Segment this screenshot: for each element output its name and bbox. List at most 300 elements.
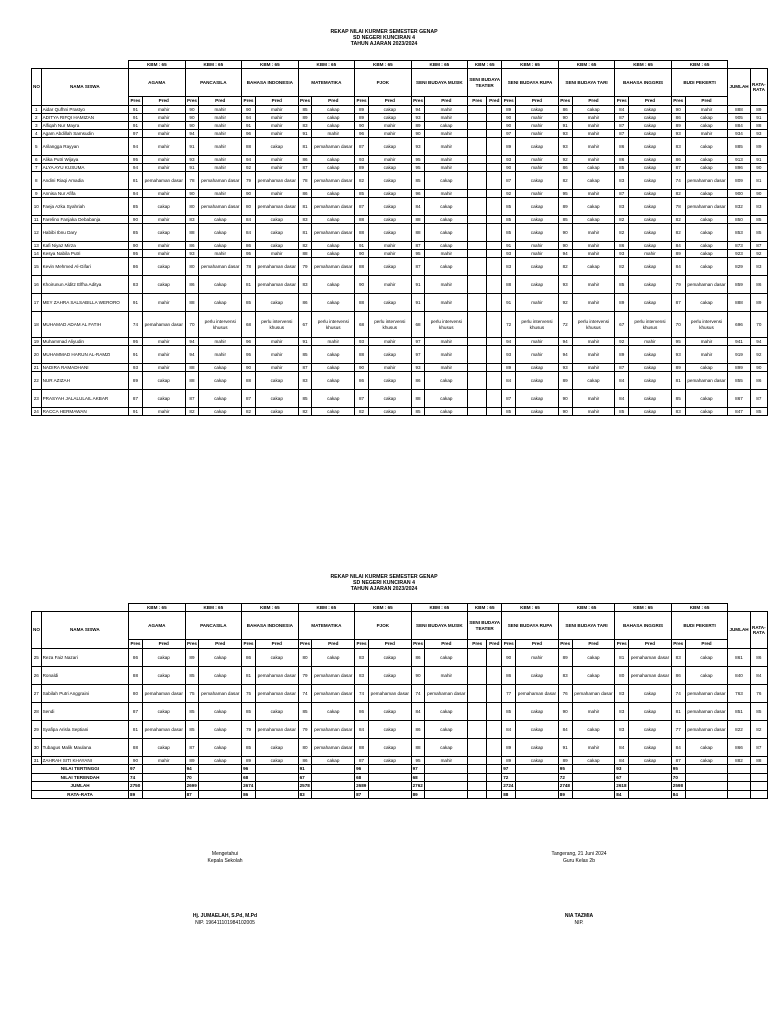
predicate-cell: cakap: [425, 242, 468, 250]
predicate-cell: mahir: [312, 130, 355, 138]
predicate-cell: pemahaman dasar: [142, 721, 185, 739]
predicate-cell: mahir: [255, 122, 298, 130]
summary-empty-cell: [425, 782, 468, 791]
predicate-cell: [487, 216, 502, 224]
predicate-cell: cakap: [255, 242, 298, 250]
summary-empty-cell: [142, 773, 185, 782]
student-name: NADIRA RAMADHANI: [41, 364, 128, 372]
header-pres: Pres: [615, 97, 629, 106]
summary-empty-cell: [728, 782, 750, 791]
score-cell: 82: [671, 190, 685, 198]
predicate-cell: cakap: [368, 190, 411, 198]
summary-value: 68: [242, 773, 256, 782]
predicate-cell: cakap: [516, 390, 559, 408]
score-cell: 89: [502, 739, 516, 757]
predicate-cell: cakap: [629, 739, 672, 757]
average-cell: 87: [750, 739, 767, 757]
score-cell: 80: [129, 685, 143, 703]
score-cell: 83: [129, 276, 143, 294]
summary-empty-cell: [312, 765, 355, 774]
predicate-cell: mahir: [142, 364, 185, 372]
average-cell: 92: [750, 346, 767, 364]
summary-value: 2748: [558, 782, 572, 791]
total-cell: 873: [728, 242, 750, 250]
summary-value: 89: [129, 790, 143, 799]
summary-row: [32, 765, 768, 774]
header-subject: BUDI PEKERTI: [671, 612, 728, 640]
row-number: 14: [32, 250, 42, 258]
header-pred: Pred: [629, 640, 672, 649]
score-cell: 87: [502, 390, 516, 408]
predicate-cell: pemahaman dasar: [255, 172, 298, 190]
score-cell: 89: [671, 364, 685, 372]
predicate-cell: mahir: [425, 667, 468, 685]
page-title-2: [0, 574, 768, 592]
total-cell: 809: [728, 172, 750, 190]
score-cell: 86: [671, 114, 685, 122]
average-cell: 88: [750, 757, 767, 765]
score-cell: 93: [411, 114, 425, 122]
predicate-cell: mahir: [142, 242, 185, 250]
row-number: 11: [32, 216, 42, 224]
predicate-cell: cakap: [629, 130, 672, 138]
score-cell: 89: [355, 106, 369, 114]
score-cell: 86: [129, 649, 143, 667]
score-cell: 88: [411, 224, 425, 242]
student-name: Habibi Ibnu Dary: [41, 224, 128, 242]
predicate-cell: pemahaman dasar: [685, 172, 728, 190]
predicate-cell: mahir: [516, 156, 559, 164]
header-pred: Pred: [142, 97, 185, 106]
total-cell: 850: [728, 216, 750, 224]
score-cell: 85: [129, 198, 143, 216]
header-rata-rata: RATA-RATA: [750, 612, 767, 649]
predicate-cell: cakap: [368, 224, 411, 242]
table-row: [32, 390, 768, 408]
score-cell: 85: [298, 703, 312, 721]
student-name: Farelino Fanjaka Debabanja: [41, 216, 128, 224]
row-number: 9: [32, 190, 42, 198]
score-cell: 90: [129, 216, 143, 224]
predicate-cell: cakap: [142, 372, 185, 390]
header-pres: Pres: [129, 640, 143, 649]
predicate-cell: cakap: [312, 372, 355, 390]
score-cell: 84: [615, 757, 629, 765]
summary-empty-cell: [572, 765, 615, 774]
table-row: [32, 156, 768, 164]
score-cell: 82: [298, 242, 312, 250]
predicate-cell: mahir: [572, 294, 615, 312]
table-row: [32, 364, 768, 372]
score-cell: 88: [242, 138, 256, 156]
predicate-cell: mahir: [142, 757, 185, 765]
score-cell: 81: [242, 667, 256, 685]
score-cell: 83: [355, 649, 369, 667]
total-cell: 851: [728, 703, 750, 721]
predicate-cell: mahir: [368, 250, 411, 258]
score-cell: 96: [355, 130, 369, 138]
score-cell: 90: [671, 106, 685, 114]
kbm-label: KBM : 65: [468, 604, 502, 612]
title-line: TAHUN AJARAN 2023/2024: [350, 41, 418, 47]
predicate-cell: mahir: [572, 703, 615, 721]
summary-empty-cell: [487, 773, 502, 782]
predicate-cell: cakap: [685, 250, 728, 258]
predicate-cell: mahir: [142, 114, 185, 122]
kbm-label: KBM : 65: [185, 61, 242, 69]
predicate-cell: cakap: [425, 198, 468, 216]
score-cell: 81: [671, 372, 685, 390]
score-cell: 86: [671, 667, 685, 685]
score-cell: 85: [185, 703, 199, 721]
predicate-cell: [487, 408, 502, 416]
average-cell: 90: [750, 190, 767, 198]
predicate-cell: [487, 122, 502, 130]
predicate-cell: pemahaman dasar: [368, 685, 411, 703]
score-cell: 86: [502, 667, 516, 685]
summary-value: 2578: [298, 782, 312, 791]
table-row: [32, 258, 768, 276]
header-pres: Pres: [242, 97, 256, 106]
predicate-cell: cakap: [312, 364, 355, 372]
summary-empty-cell: [629, 790, 672, 799]
summary-value: 97: [502, 765, 516, 774]
score-cell: 79: [298, 721, 312, 739]
predicate-cell: cakap: [685, 757, 728, 765]
predicate-cell: pemahaman dasar: [685, 703, 728, 721]
score-cell: [468, 390, 487, 408]
predicate-cell: mahir: [425, 156, 468, 164]
score-cell: 88: [355, 216, 369, 224]
predicate-cell: cakap: [368, 390, 411, 408]
score-cell: 94: [242, 156, 256, 164]
score-cell: 89: [355, 114, 369, 122]
score-cell: 90: [185, 114, 199, 122]
predicate-cell: [487, 667, 502, 685]
predicate-cell: cakap: [629, 408, 672, 416]
score-cell: 91: [558, 122, 572, 130]
predicate-cell: cakap: [368, 667, 411, 685]
score-cell: 95: [129, 338, 143, 346]
summary-value: 93: [615, 765, 629, 774]
predicate-cell: cakap: [685, 408, 728, 416]
score-cell: [468, 364, 487, 372]
score-cell: 90: [242, 106, 256, 114]
summary-value: 2750: [129, 782, 143, 791]
score-cell: 94: [411, 106, 425, 114]
student-name: Ronaldi: [41, 667, 128, 685]
predicate-cell: cakap: [142, 649, 185, 667]
predicate-cell: mahir: [142, 346, 185, 364]
predicate-cell: pemahaman dasar: [255, 276, 298, 294]
table-row: [32, 685, 768, 703]
kbm-label: KBM : 65: [671, 604, 728, 612]
predicate-cell: cakap: [572, 721, 615, 739]
summary-value: [468, 773, 487, 782]
summary-empty-cell: [516, 773, 559, 782]
score-cell: 84: [411, 703, 425, 721]
summary-value: [468, 790, 487, 799]
header-subject: SENI BUDAYA MUSIK: [411, 612, 468, 640]
summary-empty-cell: [142, 765, 185, 774]
score-cell: 86: [242, 242, 256, 250]
header-pres: Pres: [615, 640, 629, 649]
predicate-cell: cakap: [425, 216, 468, 224]
predicate-cell: mahir: [255, 164, 298, 172]
score-cell: 81: [671, 703, 685, 721]
header-pres: Pres: [129, 97, 143, 106]
summary-empty-cell: [312, 782, 355, 791]
predicate-cell: cakap: [629, 346, 672, 364]
score-cell: 83: [615, 721, 629, 739]
score-cell: 91: [129, 294, 143, 312]
predicate-cell: cakap: [516, 372, 559, 390]
score-cell: 91: [129, 408, 143, 416]
predicate-cell: mahir: [425, 757, 468, 765]
predicate-cell: cakap: [629, 390, 672, 408]
predicate-cell: mahir: [572, 346, 615, 364]
score-cell: 84: [502, 372, 516, 390]
score-cell: 87: [185, 390, 199, 408]
score-cell: 87: [411, 242, 425, 250]
predicate-cell: mahir: [199, 122, 242, 130]
header-pres: Pres: [468, 97, 487, 106]
header-no: NO: [32, 69, 42, 106]
table-row: [32, 216, 768, 224]
score-cell: 93: [129, 364, 143, 372]
score-cell: 91: [355, 242, 369, 250]
header-pred: Pred: [312, 97, 355, 106]
average-cell: 86: [750, 276, 767, 294]
predicate-cell: mahir: [199, 190, 242, 198]
score-cell: 95: [129, 156, 143, 164]
predicate-cell: cakap: [199, 364, 242, 372]
header-pres: Pres: [468, 640, 487, 649]
score-cell: [468, 408, 487, 416]
score-cell: 85: [242, 703, 256, 721]
score-cell: 91: [502, 294, 516, 312]
summary-empty-cell: [255, 773, 298, 782]
kbm-label: KBM : 65: [185, 604, 242, 612]
score-cell: 79: [242, 172, 256, 190]
row-number: 19: [32, 338, 42, 346]
summary-value: 68: [411, 773, 425, 782]
kbm-label: KBM : 65: [615, 604, 672, 612]
predicate-cell: cakap: [516, 667, 559, 685]
signature-right: [524, 851, 634, 927]
header-pred: Pred: [572, 640, 615, 649]
predicate-cell: cakap: [629, 172, 672, 190]
header-pred: Pred: [516, 640, 559, 649]
header-subject: AGAMA: [129, 612, 186, 640]
score-cell: [468, 138, 487, 156]
predicate-cell: mahir: [142, 294, 185, 312]
score-cell: 88: [355, 294, 369, 312]
score-cell: [468, 312, 487, 338]
header-pred: Pred: [368, 97, 411, 106]
score-cell: 90: [558, 224, 572, 242]
table-row: [32, 338, 768, 346]
predicate-cell: cakap: [685, 190, 728, 198]
score-cell: 94: [185, 346, 199, 364]
score-cell: 81: [129, 721, 143, 739]
score-cell: 89: [615, 346, 629, 364]
score-cell: 90: [411, 667, 425, 685]
score-cell: 83: [298, 216, 312, 224]
predicate-cell: [487, 649, 502, 667]
summary-value: 97: [411, 765, 425, 774]
score-cell: 95: [671, 338, 685, 346]
predicate-cell: cakap: [312, 346, 355, 364]
row-number: 27: [32, 685, 42, 703]
predicate-cell: cakap: [425, 122, 468, 130]
score-cell: 76: [558, 685, 572, 703]
predicate-cell: cakap: [142, 667, 185, 685]
score-cell: 81: [298, 138, 312, 156]
score-cell: 86: [615, 138, 629, 156]
score-cell: 88: [355, 224, 369, 242]
predicate-cell: cakap: [629, 122, 672, 130]
predicate-cell: perlu intervensi khusus: [199, 312, 242, 338]
predicate-cell: cakap: [425, 172, 468, 190]
predicate-cell: perlu intervensi khusus: [572, 312, 615, 338]
score-cell: 85: [411, 408, 425, 416]
predicate-cell: cakap: [516, 172, 559, 190]
predicate-cell: mahir: [199, 138, 242, 156]
student-name: Arilangga Rayyan: [41, 138, 128, 156]
kbm-label: KBM : 65: [502, 604, 559, 612]
score-cell: 84: [615, 739, 629, 757]
score-cell: 90: [502, 114, 516, 122]
summary-value: 87: [355, 790, 369, 799]
score-cell: 82: [298, 408, 312, 416]
score-cell: 83: [615, 198, 629, 216]
predicate-cell: pemahaman dasar: [312, 172, 355, 190]
score-cell: 74: [129, 312, 143, 338]
predicate-cell: cakap: [142, 703, 185, 721]
kbm-label: KBM : 65: [129, 604, 186, 612]
student-name: Muhammad Aliyudin: [41, 338, 128, 346]
predicate-cell: mahir: [629, 250, 672, 258]
score-cell: 83: [671, 138, 685, 156]
row-number: 12: [32, 224, 42, 242]
score-cell: 74: [298, 685, 312, 703]
score-cell: 82: [615, 216, 629, 224]
summary-value: 74: [129, 773, 143, 782]
header-pres: Pres: [671, 640, 685, 649]
predicate-cell: pemahaman dasar: [312, 667, 355, 685]
average-cell: 92: [750, 250, 767, 258]
predicate-cell: mahir: [255, 346, 298, 364]
student-name: NUR AZIZAH: [41, 372, 128, 390]
predicate-cell: cakap: [368, 408, 411, 416]
score-cell: 80: [185, 198, 199, 216]
score-cell: 84: [671, 258, 685, 276]
score-cell: 81: [615, 649, 629, 667]
score-cell: [468, 685, 487, 703]
header-empty-cell: [728, 604, 768, 612]
score-cell: 86: [411, 649, 425, 667]
predicate-cell: pemahaman dasar: [685, 372, 728, 390]
grade-table-page-1: [31, 60, 768, 416]
summary-empty-cell: [368, 765, 411, 774]
predicate-cell: mahir: [572, 276, 615, 294]
score-cell: 82: [615, 224, 629, 242]
score-cell: 83: [671, 649, 685, 667]
row-number: 21: [32, 364, 42, 372]
summary-row: [32, 790, 768, 799]
total-cell: 913: [728, 156, 750, 164]
score-cell: 85: [502, 198, 516, 216]
predicate-cell: cakap: [685, 739, 728, 757]
kbm-label: KBM : 65: [411, 61, 468, 69]
score-cell: 90: [558, 408, 572, 416]
predicate-cell: mahir: [425, 130, 468, 138]
student-name: ZAHRAH SITI KHAYANI: [41, 757, 128, 765]
student-name: Kafi Niyaz Mirza: [41, 242, 128, 250]
table-row: [32, 372, 768, 390]
score-cell: 81: [298, 224, 312, 242]
predicate-cell: mahir: [199, 346, 242, 364]
predicate-cell: cakap: [685, 138, 728, 156]
summary-empty-cell: [368, 782, 411, 791]
summary-value: 86: [242, 790, 256, 799]
score-cell: [468, 130, 487, 138]
header-subject: AGAMA: [129, 69, 186, 97]
score-cell: 77: [671, 721, 685, 739]
predicate-cell: cakap: [516, 408, 559, 416]
predicate-cell: cakap: [629, 258, 672, 276]
predicate-cell: [487, 276, 502, 294]
score-cell: 90: [129, 757, 143, 765]
predicate-cell: mahir: [516, 250, 559, 258]
predicate-cell: [487, 685, 502, 703]
predicate-cell: cakap: [516, 138, 559, 156]
predicate-cell: mahir: [142, 338, 185, 346]
score-cell: 89: [502, 757, 516, 765]
score-cell: 86: [411, 372, 425, 390]
header-pred: Pred: [255, 97, 298, 106]
score-cell: 96: [411, 190, 425, 198]
score-cell: 82: [355, 172, 369, 190]
predicate-cell: [487, 156, 502, 164]
total-cell: 832: [728, 198, 750, 216]
predicate-cell: mahir: [572, 364, 615, 372]
summary-value: 70: [671, 773, 685, 782]
predicate-cell: cakap: [572, 164, 615, 172]
average-cell: 90: [750, 164, 767, 172]
score-cell: 83: [185, 216, 199, 224]
total-cell: 840: [728, 667, 750, 685]
row-number: 22: [32, 372, 42, 390]
summary-value: 2618: [615, 782, 629, 791]
predicate-cell: cakap: [425, 703, 468, 721]
summary-value: 72: [558, 773, 572, 782]
student-name: Syafipa Arisla Septiani: [41, 721, 128, 739]
predicate-cell: cakap: [199, 757, 242, 765]
header-pred: Pred: [487, 97, 502, 106]
score-cell: 88: [185, 364, 199, 372]
table-row: [32, 242, 768, 250]
predicate-cell: cakap: [312, 156, 355, 164]
score-cell: 83: [671, 408, 685, 416]
predicate-cell: [487, 721, 502, 739]
score-cell: 83: [502, 258, 516, 276]
predicate-cell: mahir: [142, 122, 185, 130]
predicate-cell: mahir: [255, 338, 298, 346]
header-subject: SENI BUDAYA RUPA: [502, 612, 559, 640]
score-cell: 85: [298, 106, 312, 114]
